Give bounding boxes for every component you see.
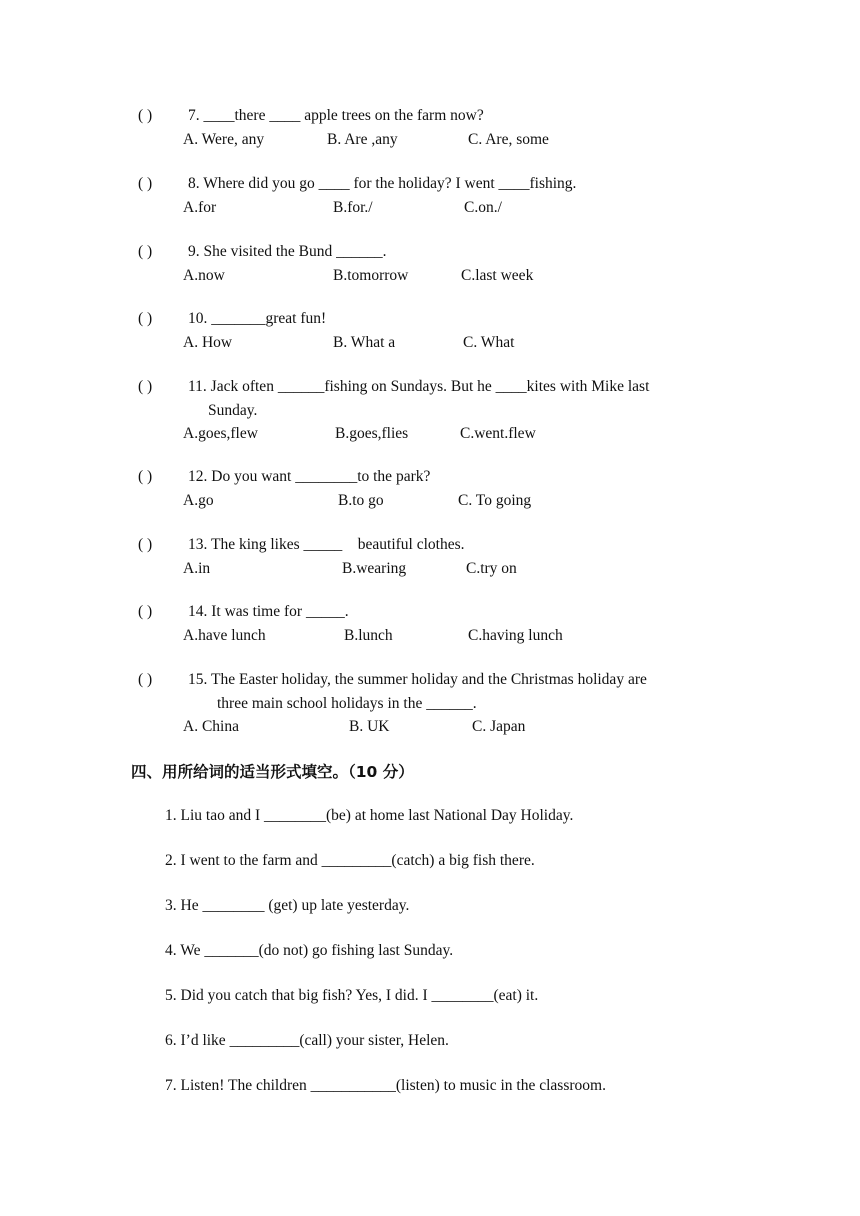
section-4-title: 四、用所给词的适当形式填空。（10 分）: [131, 763, 414, 781]
option-a: A.for: [183, 198, 217, 216]
option-c: C.went.flew: [460, 425, 536, 442]
fill-item-6: 6. I’d like _________(call) your sister, Helen.: [165, 1032, 449, 1049]
question-15: [138, 668, 778, 739]
option-c: C.try on: [466, 559, 517, 577]
answer-blank[interactable]: ( ): [138, 310, 153, 327]
answer-blank[interactable]: ( ): [138, 378, 153, 395]
question-stem: 7. ____there ____ apple trees on the farm now?: [188, 107, 484, 124]
question-stem: 12. Do you want ________to the park?: [188, 468, 431, 485]
question-13: [138, 533, 778, 580]
option-a: A. How: [183, 333, 233, 351]
option-b: B.lunch: [344, 626, 393, 644]
answer-blank[interactable]: ( ): [138, 603, 153, 620]
fill-item-1: 1. Liu tao and I ________(be) at home last National Day Holiday.: [165, 807, 574, 824]
question-12: [138, 465, 778, 512]
option-c: C. Are, some: [468, 130, 549, 148]
question-14: [138, 600, 778, 647]
question-stem: 8. Where did you go ____ for the holiday? I went ____fishing.: [188, 175, 577, 192]
option-a: A.now: [183, 266, 225, 284]
question-stem: 9. She visited the Bund ______.: [188, 243, 387, 260]
question-10: [138, 307, 778, 354]
option-a: A. China: [183, 718, 239, 735]
fill-item-4: 4. We _______(do not) go fishing last Sunday.: [165, 942, 454, 959]
option-c: C. What: [463, 333, 515, 351]
option-a: A.goes,flew: [183, 425, 258, 442]
option-c: C. Japan: [472, 718, 526, 735]
option-b: B. UK: [349, 718, 390, 735]
option-b: B.tomorrow: [333, 266, 409, 284]
option-b: B. Are ,any: [327, 130, 398, 148]
question-stem-continued: Sunday.: [208, 401, 258, 419]
fill-item-7: 7. Listen! The children ___________(listen) to music in the classroom.: [165, 1077, 606, 1094]
option-c: C.on./: [464, 198, 502, 216]
question-stem: 10. _______great fun!: [188, 310, 327, 327]
option-b: B.to go: [338, 491, 384, 509]
option-c: C. To going: [458, 491, 532, 509]
option-b: B. What a: [333, 333, 396, 351]
option-b: B.wearing: [342, 559, 407, 577]
answer-blank[interactable]: ( ): [138, 243, 153, 260]
option-b: B.goes,flies: [335, 425, 409, 442]
question-9: [138, 240, 778, 287]
option-b: B.for./: [333, 198, 373, 216]
question-stem-continued: three main school holidays in the ______.: [217, 694, 477, 712]
answer-blank[interactable]: ( ): [138, 175, 153, 192]
answer-blank[interactable]: ( ): [138, 671, 153, 688]
question-stem: 15. The Easter holiday, the summer holiday and the Christmas holiday are: [188, 671, 647, 688]
option-a: A. Were, any: [183, 130, 265, 148]
question-stem: 13. The king likes _____ beautiful clothes.: [188, 536, 465, 553]
question-stem: 14. It was time for _____.: [188, 603, 349, 620]
option-a: A.in: [183, 559, 211, 577]
option-a: A.have lunch: [183, 626, 266, 644]
answer-blank[interactable]: ( ): [138, 107, 153, 124]
answer-blank[interactable]: ( ): [138, 468, 153, 485]
answer-blank[interactable]: ( ): [138, 536, 153, 553]
option-c: C.having lunch: [468, 626, 563, 644]
question-11: [138, 375, 778, 446]
question-stem: 11. Jack often ______fishing on Sundays. But he ____kites with Mike last: [188, 378, 650, 395]
fill-item-3: 3. He ________ (get) up late yesterday.: [165, 897, 410, 914]
option-a: A.go: [183, 491, 214, 509]
fill-item-5: 5. Did you catch that big fish? Yes, I did. I ________(eat) it.: [165, 987, 539, 1004]
question-7: [138, 104, 778, 151]
option-c: C.last week: [461, 266, 534, 284]
fill-item-2: 2. I went to the farm and _________(catch) a big fish there.: [165, 852, 535, 869]
question-8: [138, 172, 778, 219]
